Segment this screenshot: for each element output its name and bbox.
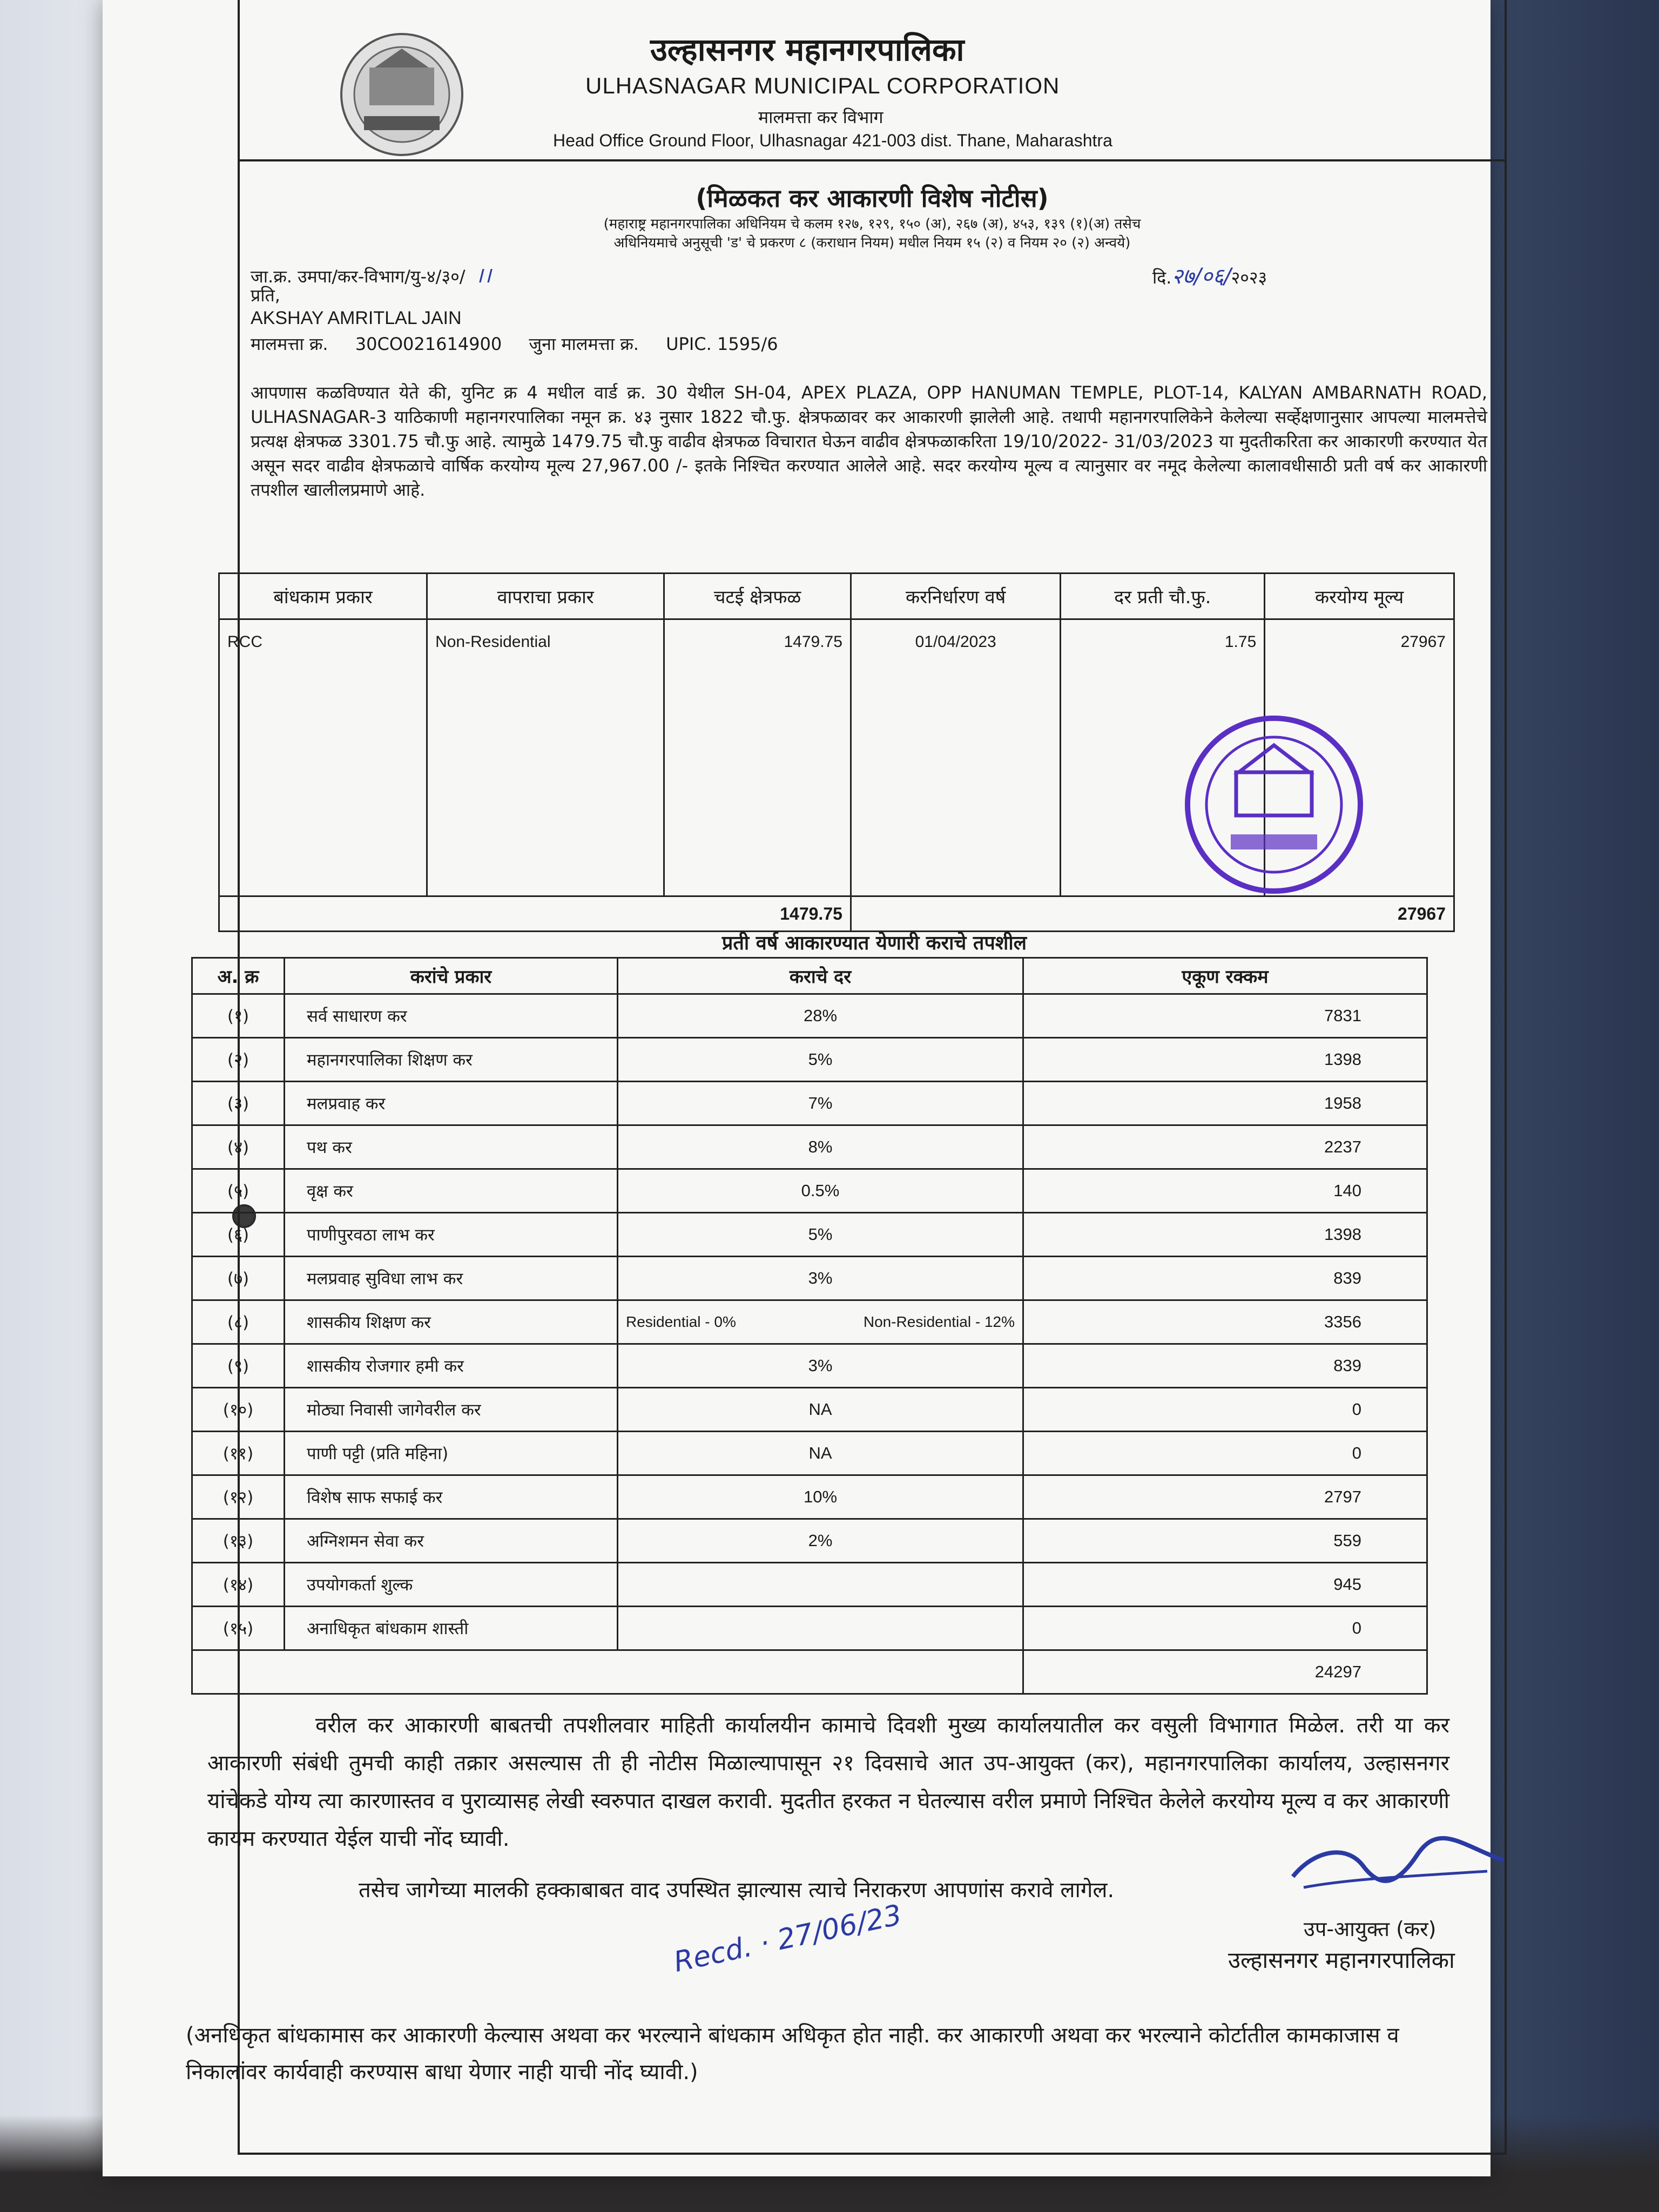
col-usage-type: वापराचा प्रकार <box>427 574 664 619</box>
upic-number: UPIC. 1595/6 <box>666 334 778 354</box>
col-carpet-area: चटई क्षेत्रफळ <box>664 574 851 619</box>
received-handwritten-note: Recd. · 27/06/23 <box>671 1899 905 1979</box>
row-rate: 8% <box>618 1125 1023 1169</box>
rate-residential: Residential - 0% <box>626 1313 736 1330</box>
cell-usage-type: Non-Residential <box>427 619 664 896</box>
row-rate: 5% <box>618 1038 1023 1082</box>
row-tax-type: शासकीय शिक्षण कर <box>285 1300 618 1344</box>
row-rate: 3% <box>618 1344 1023 1388</box>
row-rate: NA <box>618 1432 1023 1475</box>
table-row <box>192 1125 1427 1169</box>
date-year: २०२३ <box>1231 267 1267 288</box>
cell-rate: 1.75 <box>1061 619 1265 896</box>
row-rate: NA <box>618 1388 1023 1432</box>
row-tax-type: पाणीपुरवठा लाभ कर <box>285 1213 618 1257</box>
row-serial: (४) <box>192 1125 285 1169</box>
property-no-label: मालमत्ता क्र. <box>251 334 328 354</box>
table-row <box>192 1257 1427 1300</box>
row-serial: (१०) <box>192 1388 285 1432</box>
row-tax-type: अग्निशमन सेवा कर <box>285 1519 618 1563</box>
table-total-row <box>192 1650 1427 1694</box>
row-serial: (९) <box>192 1344 285 1388</box>
row-tax-type: शासकीय रोजगार हमी कर <box>285 1344 618 1388</box>
row-amount: 1398 <box>1023 1213 1427 1257</box>
row-amount: 3356 <box>1023 1300 1427 1344</box>
row-rate <box>618 1300 1023 1344</box>
footer-paragraph: वरील कर आकारणी बाबतची तपशीलवार माहिती कार्यालयीन कामाचे दिवशी मुख्य कार्यालयातील कर वसुली विभागात मिळेल. तरी या कर आकारणी संबंधी तुमची काही तक्रार असल्यास ती ही नोटीस मिळाल्यापासून २१ दिवसाचे आत उप-आयुक्त (कर), महानगरपालिका कार्यालय, उल्हासनगर यांचेकडे योग्य त्या कारणास्तव व पुराव्यासह लेखी स्वरुपात दाखल करावी. मुदतीत हरकत न घेतल्यास वरील प्रमाणे निश्चित केलेले करयोग्य मूल्य व कर आकारणी कायम करण्यात येईल याची नोंद घ्यावी. <box>207 1713 1449 1851</box>
col-tax-rate: कराचे दर <box>618 958 1023 994</box>
row-tax-type: सर्व साधारण कर <box>285 994 618 1038</box>
disclaimer-note: (अनधिकृत बांधकामास कर आकारणी केल्यास अथवा कर भरल्याने बांधकाम अधिकृत होत नाही. कर आकारणी अथवा कर भरल्याने कोर्टातील कामकाजास व निकालांवर कार्यवाही करण्यास बाधा येणार नाही याची नोंद घ्यावी.) <box>186 2023 1399 2085</box>
row-tax-type: महानगरपालिका शिक्षण कर <box>285 1038 618 1082</box>
table-row <box>192 1300 1427 1344</box>
table-row <box>192 1563 1427 1607</box>
row-rate: 10% <box>618 1475 1023 1519</box>
cell-construction-type: RCC <box>219 619 427 896</box>
total-area: 1479.75 <box>219 896 851 932</box>
footer-ownership-note: तसेच जागेच्या मालकी हक्काबाबत वाद उपस्थित झाल्यास त्याचे निराकरण आपणांस करावे लागेल. <box>359 1878 1115 1903</box>
row-tax-type: मलप्रवाह सुविधा लाभ कर <box>285 1257 618 1300</box>
letterhead <box>240 0 1505 161</box>
table-row <box>192 1607 1427 1650</box>
row-amount: 2797 <box>1023 1475 1427 1519</box>
col-total-amount: एकूण रक्कम <box>1023 958 1427 994</box>
row-serial: (७) <box>192 1257 285 1300</box>
salutation: प्रति, <box>251 285 280 306</box>
row-rate: 7% <box>618 1082 1023 1125</box>
row-rate: 5% <box>618 1213 1023 1257</box>
grand-total: 24297 <box>1023 1650 1427 1694</box>
cell-carpet-area: 1479.75 <box>664 619 851 896</box>
row-amount: 945 <box>1023 1563 1427 1607</box>
row-tax-type: मलप्रवाह कर <box>285 1082 618 1125</box>
row-serial: (१५) <box>192 1607 285 1650</box>
col-taxable-value: करयोग्य मूल्य <box>1265 574 1454 619</box>
notice-paragraph: आपणास कळविण्यात येते की, युनिट क्र 4 मधील वार्ड क्र. 30 येथील SH-04, APEX PLAZA, OPP HANUMAN TEMPLE, PLOT-14, KALYAN AMBARNATH ROAD, ULHASNAGAR-3 याठिकाणी महानगरपालिका नमून क्र. ४३ नुसार 1822 चौ.फु. क्षेत्रफळावर कर आकारणी झालेली आहे. तथापी महानगरपालिकेने केलेल्या सर्व्हेक्षणानुसार आपल्या मालमत्तेचे प्रत्यक्ष क्षेत्रफळ 3301.75 चौ.फु आहे. त्यामुळे 1479.75 चौ.फु वाढीव क्षेत्रफळ विचारात घेऊन वाढीव क्षेत्रफळाकरिता 19/10/2022- 31/03/2023 या मुदतीकरिता कर आकारणी करण्यात येत असून सदर वाढीव क्षेत्रफळाचे वार्षिक करयोग्य मूल्य 27,967.00 /- इतके निश्चित करण्यात आलेले आहे. सदर करयोग्य मूल्य व त्यानुसार वर नमूद केलेल्या कालावधीसाठी प्रती वर्ष कर आकारणी तपशील खालीलप्रमाणे आहे. <box>251 382 1487 500</box>
table-row <box>192 1082 1427 1125</box>
row-serial: (५) <box>192 1169 285 1213</box>
owner-name: AKSHAY AMRITLAL JAIN <box>251 308 462 328</box>
department-name: मालमत्ता कर विभाग <box>758 107 884 127</box>
property-info <box>251 332 1061 355</box>
notice-sheet <box>103 0 1491 2176</box>
row-serial: (२) <box>192 1038 285 1082</box>
officer-signature <box>1282 1828 1514 1904</box>
corporation-name-marathi: उल्हासनगर महानगरपालिका <box>650 31 965 68</box>
row-serial: (१३) <box>192 1519 285 1563</box>
row-serial: (११) <box>192 1432 285 1475</box>
old-property-label: जुना मालमत्ता क्र. <box>529 334 639 354</box>
reference-handwritten: ।। <box>475 263 491 288</box>
table-row <box>192 1519 1427 1563</box>
table-row <box>192 1388 1427 1432</box>
cell-taxable-value: 27967 <box>1265 619 1454 896</box>
row-rate: 2% <box>618 1519 1023 1563</box>
row-amount: 0 <box>1023 1432 1427 1475</box>
reference-number <box>251 259 491 289</box>
table-row <box>192 1038 1427 1082</box>
row-tax-type: पथ कर <box>285 1125 618 1169</box>
row-amount: 839 <box>1023 1344 1427 1388</box>
row-tax-type: वृक्ष कर <box>285 1169 618 1213</box>
notice-date <box>1152 260 1267 290</box>
row-tax-type: अनाधिकृत बांधकाम शास्ती <box>285 1607 618 1650</box>
row-rate: 28% <box>618 994 1023 1038</box>
date-label: दि. <box>1152 267 1172 288</box>
row-serial: (३) <box>192 1082 285 1125</box>
tax-details-title: प्रती वर्ष आकारण्यात येणारी कराचे तपशील <box>721 932 1027 954</box>
col-rate-per-sqft: दर प्रती चौ.फु. <box>1061 574 1265 619</box>
table-row <box>192 994 1427 1038</box>
total-taxable-value: 27967 <box>851 896 1454 932</box>
row-rate: 3% <box>618 1257 1023 1300</box>
tax-details-table <box>191 957 1428 1695</box>
property-no-value: 30CO021614900 <box>355 334 502 354</box>
signatory-title: उप-आयुक्त (कर) <box>1304 1917 1437 1941</box>
row-tax-type: पाणी पट्टी (प्रति महिना) <box>285 1432 618 1475</box>
row-amount: 1398 <box>1023 1038 1427 1082</box>
total-label-cell <box>192 1650 1023 1694</box>
row-amount: 7831 <box>1023 994 1427 1038</box>
col-construction-type: बांधकाम प्रकार <box>219 574 427 619</box>
reference-label: जा.क्र. उमपा/कर-विभाग/यु-४/३०/ <box>251 266 466 287</box>
notice-legal-reference-2: अधिनियमाचे अनुसूची 'ड' चे प्रकरण ८ (कराधान नियम) मधील नियम १५ (२) व नियम २० (२) अन्वये) <box>613 235 1131 251</box>
row-amount: 2237 <box>1023 1125 1427 1169</box>
row-amount: 1958 <box>1023 1082 1427 1125</box>
row-serial: (८) <box>192 1300 285 1344</box>
row-rate: 0.5% <box>618 1169 1023 1213</box>
table-row <box>192 1344 1427 1388</box>
table-total-row <box>219 896 1454 932</box>
row-tax-type: मोठ्या निवासी जागेवरील कर <box>285 1388 618 1432</box>
col-assessment-year: करनिर्धारण वर्ष <box>851 574 1061 619</box>
table-row <box>192 1213 1427 1257</box>
table-row <box>192 1169 1427 1213</box>
date-handwritten: २७/०६/ <box>1171 264 1231 289</box>
row-serial: (१४) <box>192 1563 285 1607</box>
rate-non-residential: Non-Residential - 12% <box>863 1313 1015 1330</box>
row-serial: (१) <box>192 994 285 1038</box>
row-amount: 559 <box>1023 1519 1427 1563</box>
col-serial: अ. क्र <box>192 958 285 994</box>
row-amount: 140 <box>1023 1169 1427 1213</box>
row-rate <box>618 1563 1023 1607</box>
notice-title: (मिळकत कर आकारणी विशेष नोटीस) <box>696 184 1049 213</box>
corporation-name-english: ULHASNAGAR MUNICIPAL CORPORATION <box>585 73 1060 98</box>
row-tax-type: उपयोगकर्ता शुल्क <box>285 1563 618 1607</box>
row-tax-type: विशेष साफ सफाई कर <box>285 1475 618 1519</box>
row-serial: (६) <box>192 1213 285 1257</box>
table-row <box>192 1475 1427 1519</box>
cell-assessment-year: 01/04/2023 <box>851 619 1061 896</box>
notice-legal-reference-1: (महाराष्ट्र महानगरपालिका अधिनियम चे कलम १२७, १२९, १५० (अ), २६७ (अ), ४५३, १३९ (१)(अ) तसेच <box>603 216 1141 232</box>
col-tax-type: करांचे प्रकार <box>285 958 618 994</box>
row-serial: (१२) <box>192 1475 285 1519</box>
row-amount: 0 <box>1023 1388 1427 1432</box>
official-stamp <box>1179 713 1368 896</box>
notice-frame <box>186 0 1507 2155</box>
office-address: Head Office Ground Floor, Ulhasnagar 421-003 dist. Thane, Maharashtra <box>553 131 1112 150</box>
row-amount: 839 <box>1023 1257 1427 1300</box>
row-rate <box>618 1607 1023 1650</box>
signatory-organization: उल्हासनगर महानगरपालिका <box>1228 1947 1455 1973</box>
row-amount: 0 <box>1023 1607 1427 1650</box>
table-row <box>192 1432 1427 1475</box>
